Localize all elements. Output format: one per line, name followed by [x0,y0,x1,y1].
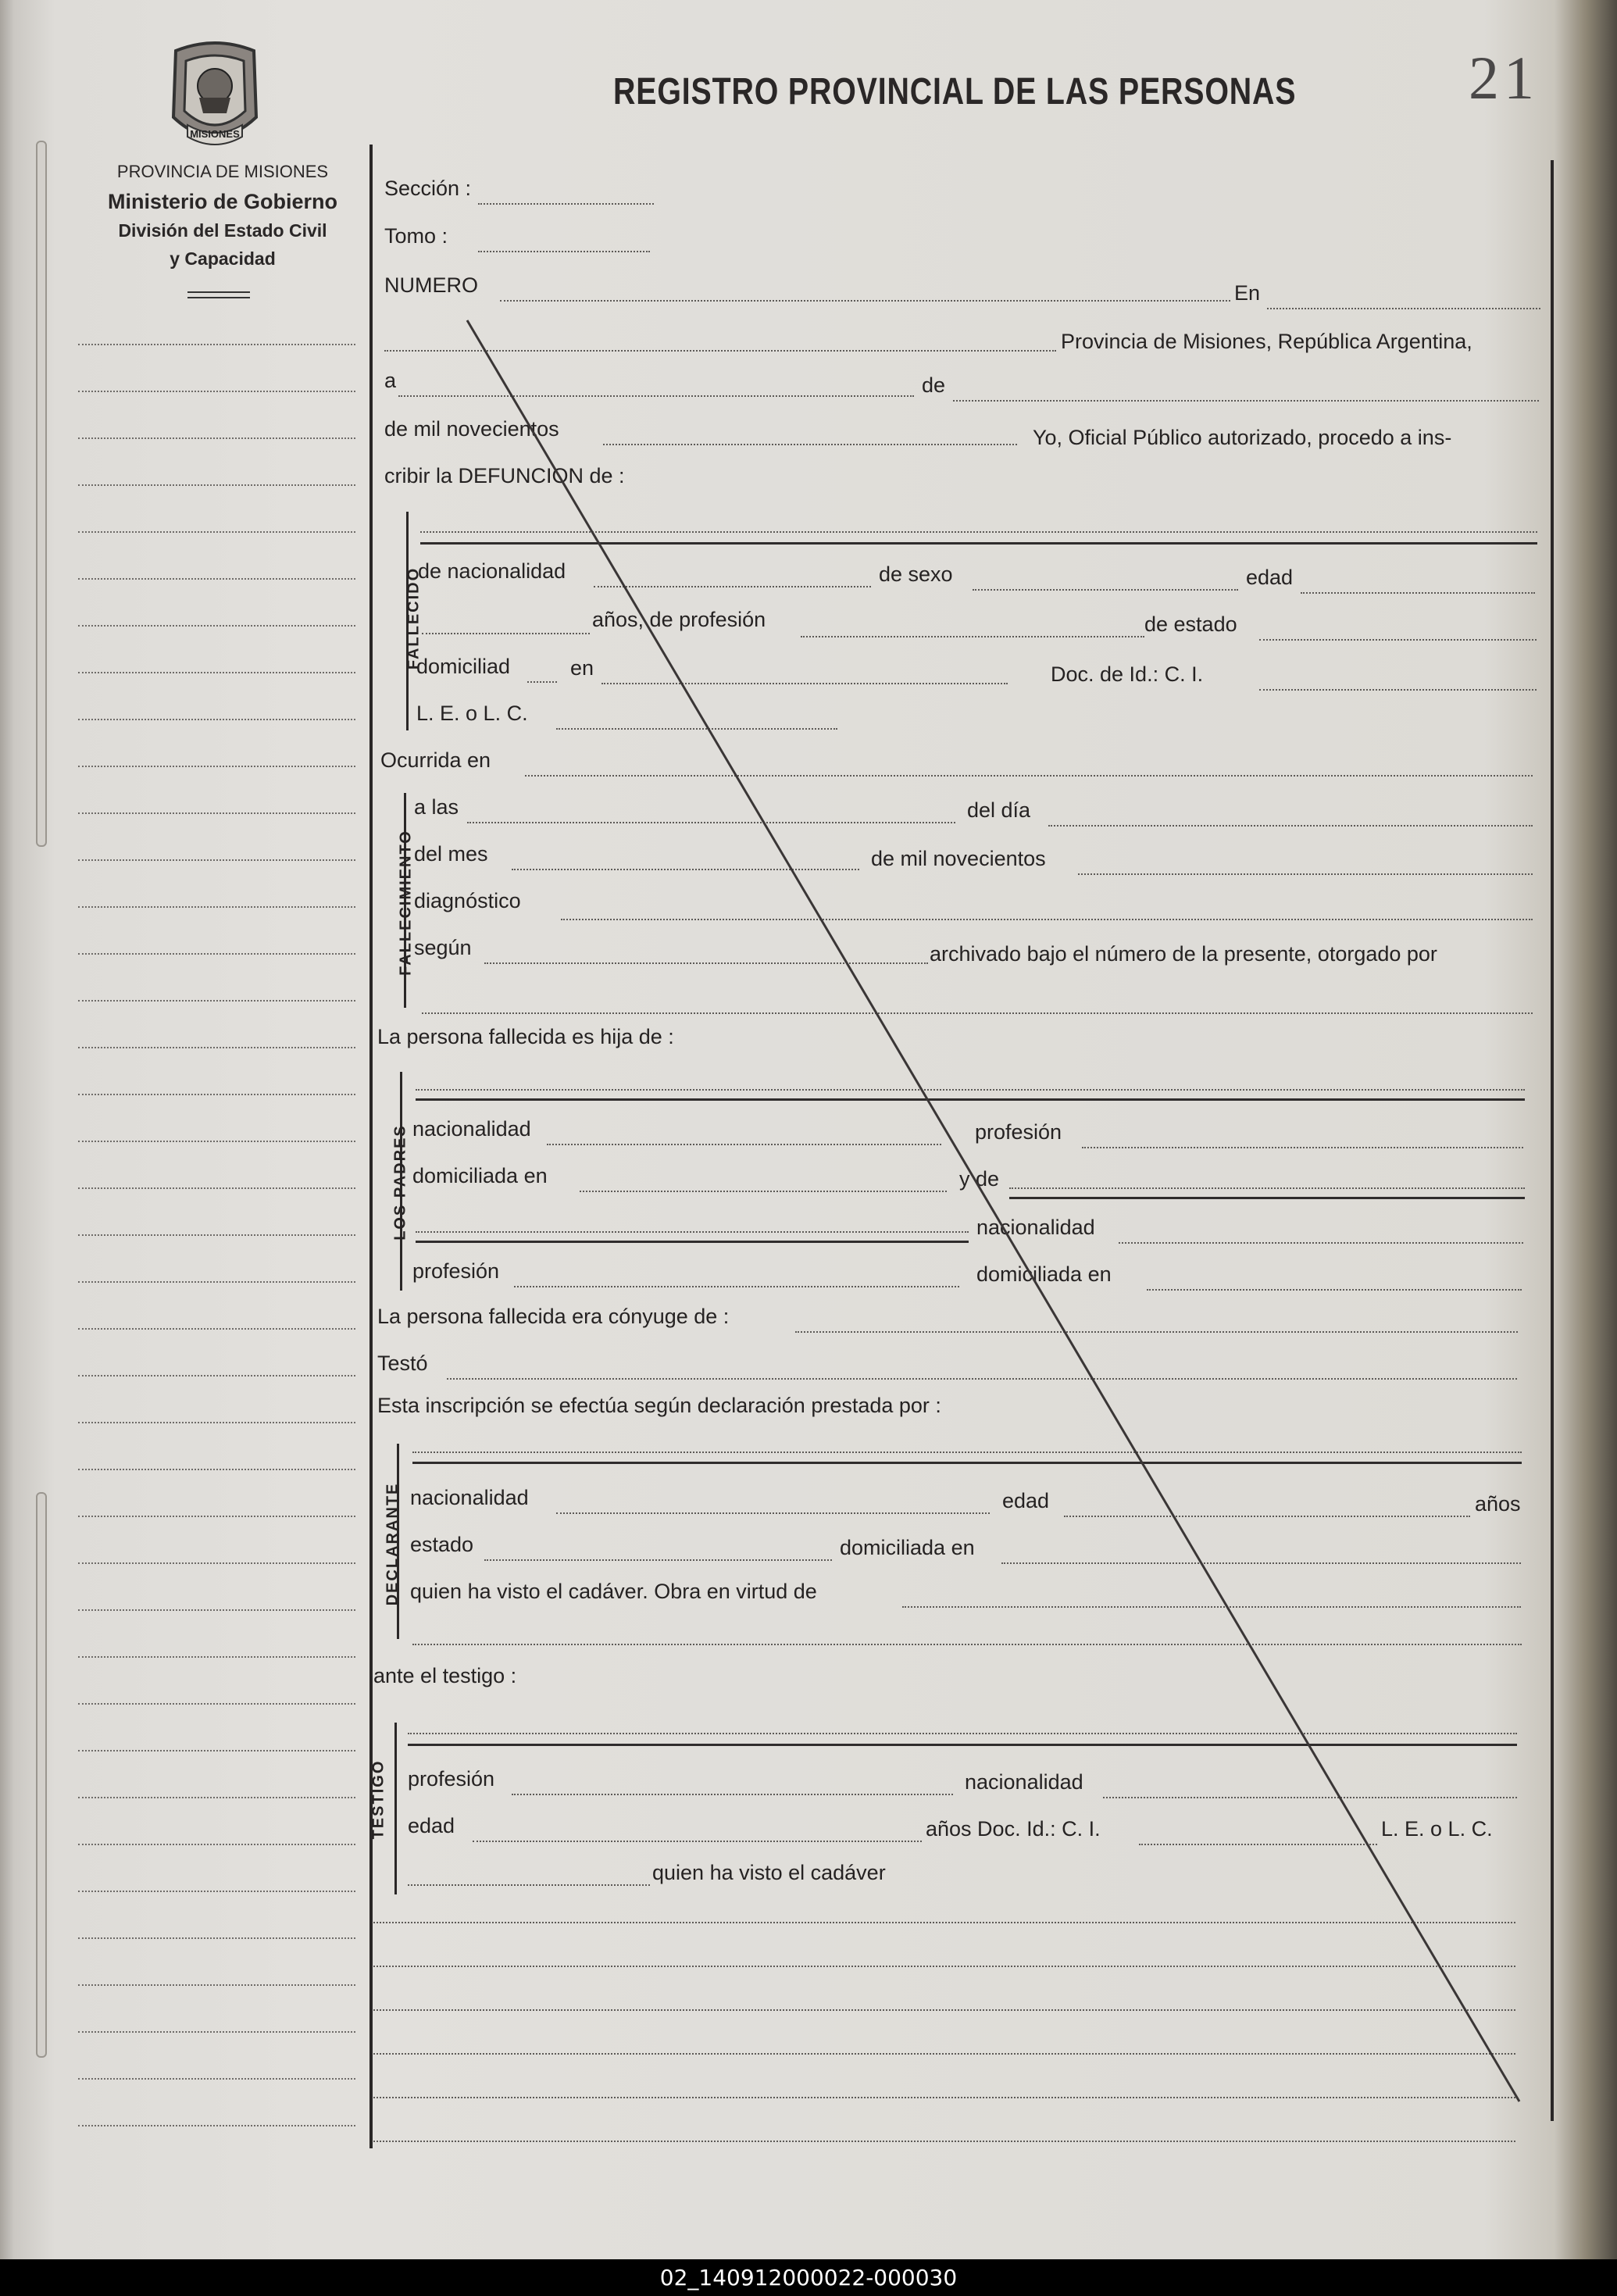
agency-capacity: y Capacidad [170,248,276,269]
label-de-mil-2: de mil novecientos [871,847,1046,870]
label-oficial: Yo, Oficial Público autorizado, procedo a ins- [1033,426,1452,449]
label-decl-quien: quien ha visto el cadáver. Obra en virtud de [410,1580,817,1603]
page-title: REGISTRO PROVINCIAL DE LAS PERSONAS [613,71,1297,112]
agency-division: División del Estado Civil [118,220,327,241]
label-diagnostico: diagnóstico [414,889,521,912]
side-label-padres: LOS PADRES [391,1124,409,1241]
label-segun: según [414,936,472,959]
label-archivado: archivado bajo el número de la presente, otorgado por [930,942,1437,966]
label-en2: en [570,656,594,680]
label-estado: de estado [1144,612,1237,636]
label-decl-domicilio: domiciliada en [840,1536,975,1559]
label-provincia: Provincia de Misiones, República Argentina, [1061,330,1472,353]
side-label-fallecimiento: FALLECIMIENTO [397,830,415,976]
label-test-nacionalidad: nacionalidad [965,1770,1083,1794]
label-declaracion: Esta inscripción se efectúa según declaración prestada por : [377,1394,941,1417]
label-seccion: Sección : [384,177,472,200]
label-test-edad: edad [408,1814,455,1837]
label-numero: NUMERO [384,273,478,297]
image-id-footer: 02_140912000022-000030 [0,2259,1617,2296]
label-testo: Testó [377,1352,428,1375]
label-edad: edad [1246,566,1294,589]
label-ante-testigo: ante el testigo : [373,1664,517,1687]
label-de: de [922,373,946,397]
label-domiciliad: domiciliad [416,655,511,678]
label-sexo: de sexo [879,562,953,586]
label-test-profesion: profesión [408,1767,495,1791]
label-padre-domicilio: domiciliada en [412,1164,548,1187]
label-padre-profesion: profesión [975,1120,1062,1144]
label-nacionalidad: de nacionalidad [418,559,566,583]
label-y-de: y de [959,1167,1000,1191]
side-label-fallecido: FALLECIDO [405,566,423,670]
label-ocurrida: Ocurrida en [380,748,491,772]
label-decl-anos: años [1475,1492,1521,1516]
label-padre-nacionalidad: nacionalidad [412,1117,531,1141]
label-le-lc: L. E. o L. C. [416,702,528,725]
label-anos-profesion: años, de profesión [592,608,766,631]
label-decl-estado: estado [410,1533,474,1556]
agency-ministry: Ministerio de Gobierno [107,190,338,213]
label-doc: Doc. de Id.: C. I. [1051,662,1204,686]
label-hija-de: La persona fallecida es hija de : [377,1025,674,1048]
label-de-mil: de mil novecientos [384,417,559,441]
label-test-quien: quien ha visto el cadáver [652,1861,886,1884]
label-del-mes: del mes [414,842,488,866]
label-en: En [1234,281,1261,305]
label-conyuge: La persona fallecida era cónyuge de : [377,1305,730,1328]
label-madre-profesion: profesión [412,1259,500,1283]
label-a: a [384,369,397,392]
label-a-las: a las [414,795,459,819]
label-madre-nacionalidad: nacionalidad [976,1216,1095,1239]
agency-province: PROVINCIA DE MISIONES [116,162,329,181]
side-label-declarante: DECLARANTE [384,1482,402,1606]
label-tomo: Tomo : [384,224,448,248]
label-test-anos-doc: años Doc. Id.: C. I. [926,1817,1101,1841]
label-test-le-lc: L. E. o L. C. [1381,1817,1493,1841]
label-del-dia: del día [967,798,1031,822]
label-decl-edad: edad [1002,1489,1050,1512]
label-decl-nacionalidad: nacionalidad [410,1486,529,1509]
label-inscribir: cribir la DEFUNCION de : [384,464,625,487]
label-madre-domicilio: domiciliada en [976,1262,1112,1286]
svg-text:MISIONES: MISIONES [190,128,240,140]
page-number: 21 [1469,44,1539,112]
side-label-testigo: TESTIGO [369,1759,387,1840]
